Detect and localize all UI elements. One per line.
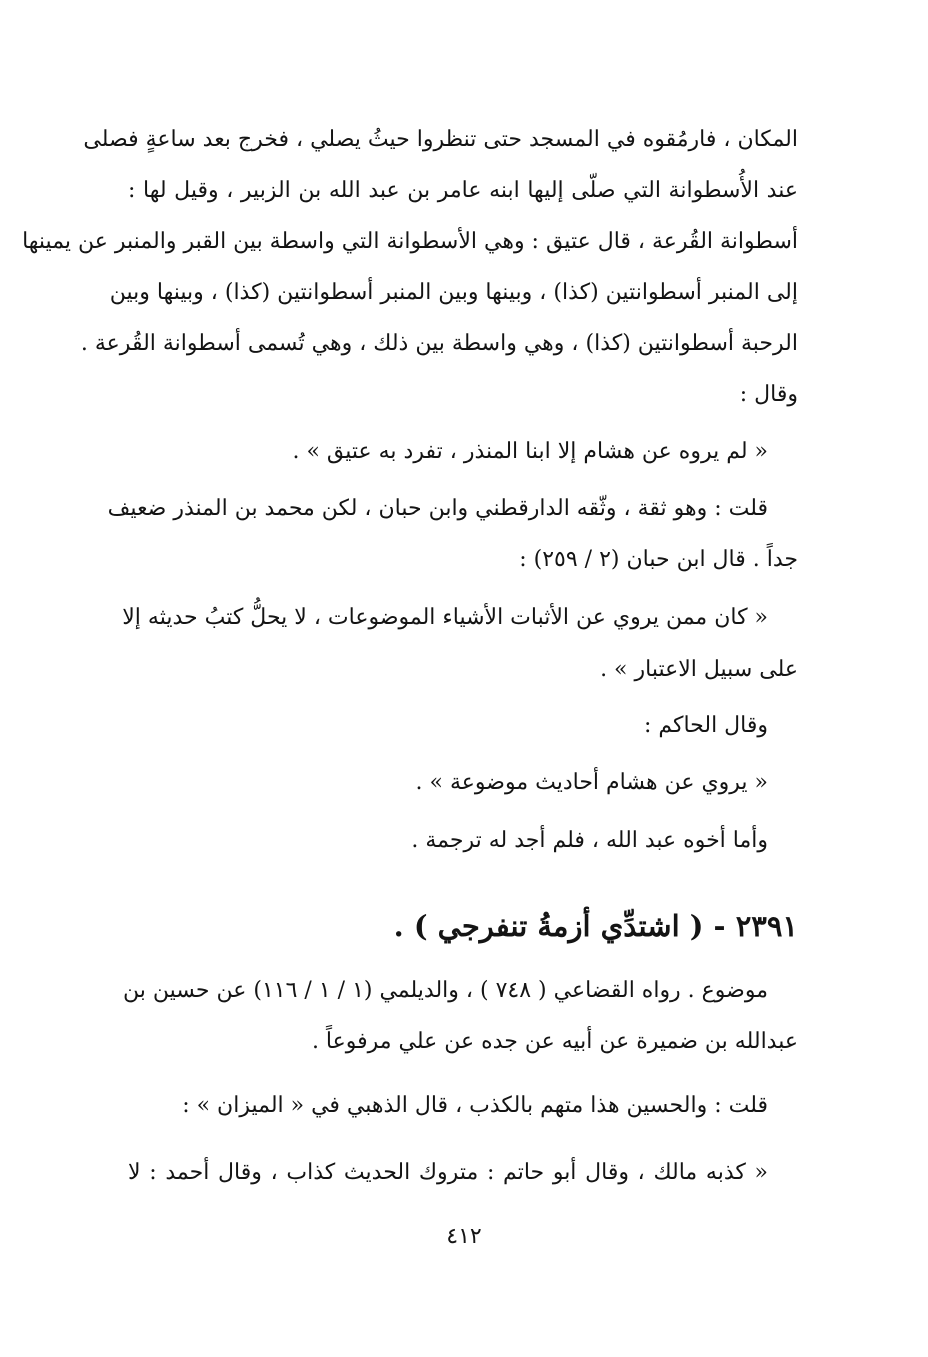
- text-line-12: عبدالله بن ضميرة عن أبيه عن جده عن علي مرفوعاً .: [311, 1029, 798, 1054]
- page-number: ٤١٢: [446, 1224, 482, 1249]
- text-line-3: أسطوانة القُرعة ، قال عتيق : وهي الأسطوانة التي واسطة بين القبر والمنبر عن يمينها: [22, 229, 798, 254]
- text-line-13: قلت : والحسين هذا متهم بالكذب ، قال الذهبي في « الميزان » :: [182, 1093, 768, 1118]
- hadith-heading: ٢٣٩١ - ( اشتدِّي أزمةُ تنفرجي ) .: [393, 909, 798, 943]
- text-line-6: وقال :: [739, 382, 798, 407]
- quote-line-3: على سبيل الاعتبار » .: [600, 657, 798, 682]
- text-line-10: وأما أخوه عبد الله ، فلم أجد له ترجمة .: [411, 828, 768, 853]
- text-line-8: جداً . قال ابن حبان (٢ / ٢٥٩) :: [519, 547, 798, 572]
- text-line-4: إلى المنبر أسطوانتين (كذا) ، وبينها وبين المنبر أسطوانتين (كذا) ، وبينها وبين: [109, 280, 798, 305]
- quote-line-1: « لم يروه عن هشام إلا ابنا المنذر ، تفرد به عتيق » .: [292, 439, 768, 464]
- text-line-2: عند الأُسطوانة التي صلّى إليها ابنه عامر بن عبد الله بن الزبير ، وقيل لها :: [128, 178, 798, 203]
- quote-line-5: « كذبه مالك ، وقال أبو حاتم : متروك الحديث كذاب ، وقال أحمد : لا: [128, 1160, 768, 1185]
- text-line-7: قلت : وهو ثقة ، وثّقه الدارقطني وابن حبان ، لكن محمد بن المنذر ضعيف: [107, 496, 768, 521]
- text-line-11: موضوع . رواه القضاعي ( ٧٤٨ ) ، والديلمي (١ / ١ / ١١٦) عن حسين بن: [123, 978, 768, 1003]
- text-line-9: وقال الحاكم :: [643, 713, 768, 738]
- text-line-1: المكان ، فارمُقوه في المسجد حتى تنظروا حيثُ يصلي ، فخرج بعد ساعةٍ فصلى: [83, 127, 798, 152]
- quote-line-4: « يروي عن هشام أحاديث موضوعة » .: [415, 770, 768, 795]
- text-line-5: الرحبة أسطوانتين (كذا) ، وهي واسطة بين ذلك ، وهي تُسمى أسطوانة القُرعة .: [80, 331, 798, 356]
- quote-line-2: « كان ممن يروي عن الأثبات الأشياء الموضوعات ، لا يحلُّ كتبُ حديثه إلا: [122, 605, 768, 630]
